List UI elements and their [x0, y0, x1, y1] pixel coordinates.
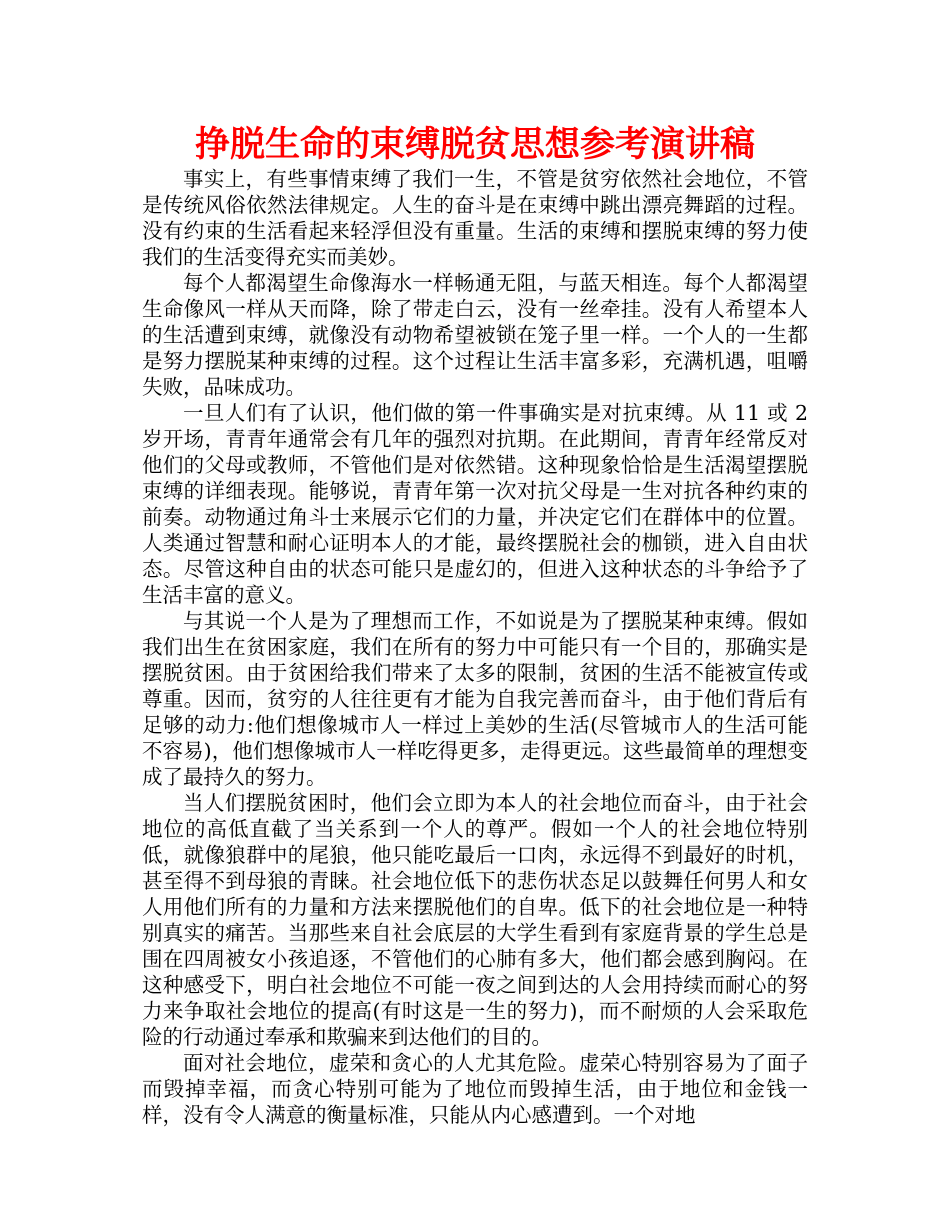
paragraph-4: 与其说一个人是为了理想而工作，不如说是为了摆脱某种束缚。假如我们出生在贫困家庭，我们在所有的努力中可能只有一个目的，那确实是摆脱贫困。由于贫困给我们带来了太多的限制，贫困的生活不能被宣传或尊重。因而，贫穷的人往往更有才能为自我完善而奋斗，由于他们背后有足够的动力:他们想像城市人一样过上美妙的生活(尽管城市人的生活可能不容易)，他们想像城市人一样吃得更多，走得更远。这些最简单的理想变成了最持久的努力。 [142, 609, 808, 789]
document-title: 挣脱生命的束缚脱贫思想参考演讲稿 [194, 124, 755, 165]
paragraph-6: 面对社会地位，虚荣和贪心的人尤其危险。虚荣心特别容易为了面子而毁掉幸福，而贪心特别可能为了地位而毁掉生活，由于地位和金钱一样，没有令人满意的衡量标准，只能从内心感遭到。一个对地 [142, 1051, 808, 1127]
paragraph-5: 当人们摆脱贫困时，他们会立即为本人的社会地位而奋斗，由于社会地位的高低直截了当关系到一个人的尊严。假如一个人的社会地位特别低，就像狼群中的尾狼，他只能吃最后一口肉，永远得不到最好的时机，甚至得不到母狼的青睐。社会地位低下的悲伤状态足以鼓舞任何男人和女人用他们所有的力量和方法来摆脱他们的自卑。低下的社会地位是一种特别真实的痛苦。当那些来自社会底层的大学生看到有家庭背景的学生总是围在四周被女小孩追逐，不管他们的心肺有多大，他们都会感到胸闷。在这种感受下，明白社会地位不可能一夜之间到达的人会用持续而耐心的努力来争取社会地位的提高(有时这是一生的努力)，而不耐烦的人会采取危险的行动通过奉承和欺骗来到达他们的目的。 [142, 791, 808, 1049]
paragraph-3: 一旦人们有了认识，他们做的第一件事确实是对抗束缚。从 11 或 2 岁开场，青青年通常会有几年的强烈对抗期。在此期间，青青年经常反对他们的父母或教师，不管他们是对依然错。这种现象恰恰是生活渴望摆脱束缚的详细表现。能够说，青青年第一次对抗父母是一生对抗各种约束的前奏。动物通过角斗士来展示它们的力量，并决定它们在群体中的位置。人类通过智慧和耐心证明本人的才能，最终摆脱社会的枷锁，进入自由状态。尽管这种自由的状态可能只是虚幻的，但进入这种状态的斗争给予了生活丰富的意义。 [142, 401, 808, 607]
document-body [142, 166, 808, 1128]
paragraph-2: 每个人都渴望生命像海水一样畅通无阻，与蓝天相连。每个人都渴望生命像风一样从天而降，除了带走白云，没有一丝牵挂。没有人希望本人的生活遭到束缚，就像没有动物希望被锁在笼子里一样。一个人的一生都是努力摆脱某种束缚的过程。这个过程让生活丰富多彩，充满机遇，咀嚼失败，品味成功。 [142, 271, 808, 399]
paragraph-1: 事实上，有些事情束缚了我们一生，不管是贫穷依然社会地位，不管是传统风俗依然法律规定。人生的奋斗是在束缚中跳出漂亮舞蹈的过程。没有约束的生活看起来轻浮但没有重量。生活的束缚和摆脱束缚的努力使我们的生活变得充实而美妙。 [142, 167, 808, 269]
